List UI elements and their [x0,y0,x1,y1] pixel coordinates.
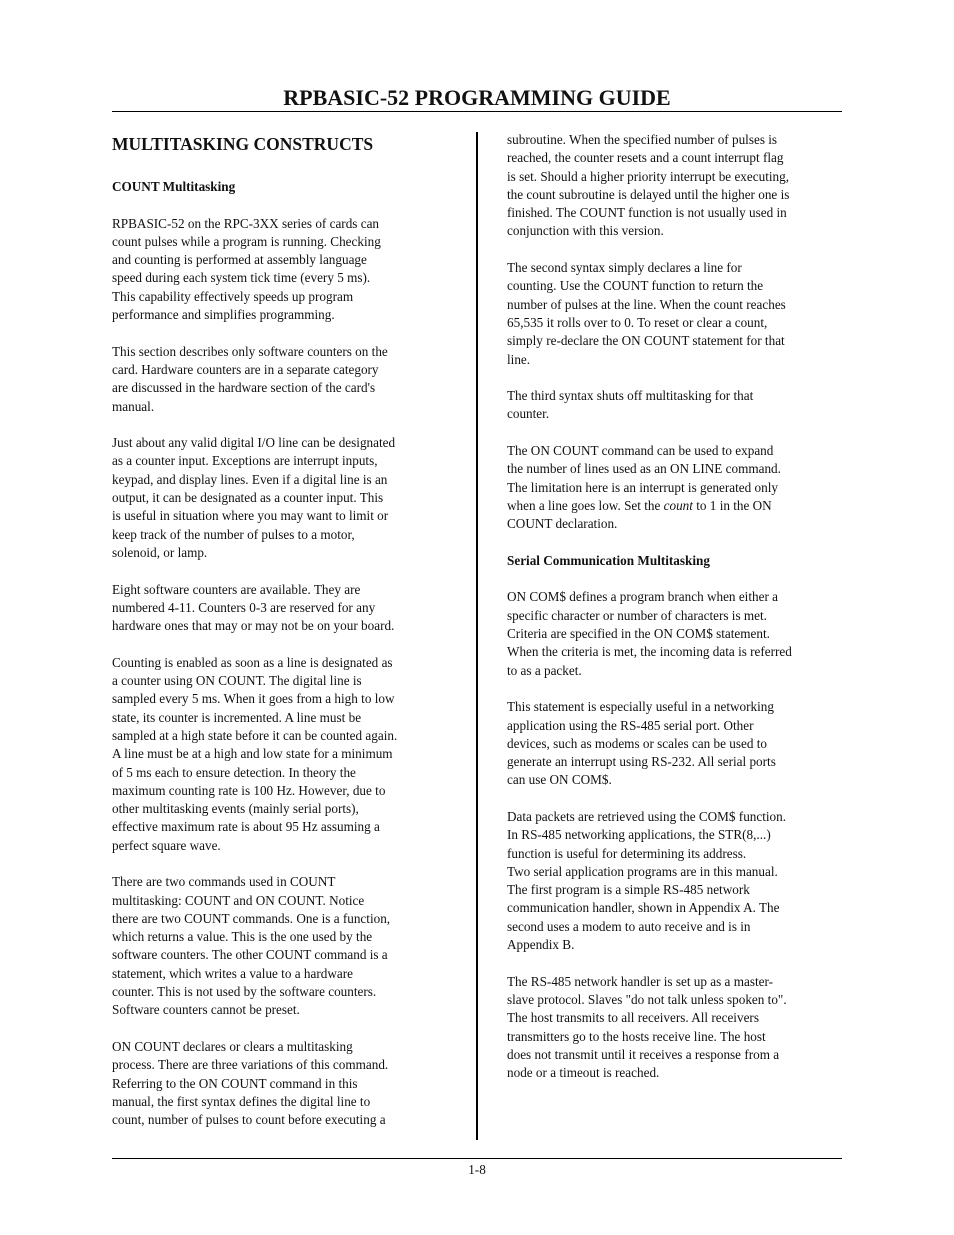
text-run: to 1 in the ON COUNT declaration. [507,497,772,532]
paragraph: Counting is enabled as soon as a line is designated as a counter using ON COUNT. The digital line is sampled every 5 ms. When it goes from a high to low state, its counter is incremented. A line must be sampled at a high state before it can be counted again. A line must be at a high and low state for a minimum of 5 ms each to ensure detection. In theory the maximum counting rate is 100 Hz. However, due to other multitasking events (mainly serial ports), effective maximum rate is about 95 Hz assuming a perfect square wave. [112,654,398,853]
serial-communication-heading: Serial Communication Multitasking [507,552,710,568]
paragraph: The second syntax simply declares a line for counting. Use the COUNT function to return the number of pulses at the line. When the count reaches 65,535 it rolls over to 0. To reset or clear a count, simply re-declare the ON COUNT statement for that line. [507,260,786,367]
paragraph: Data packets are retrieved using the COM$ function. In RS-485 networking applications, the STR(8,...) function is useful for determining its address. Two serial application programs are in this manual. The first program is a simple RS-485 network communication handler, shown in Appendix A. The second uses a modem to auto receive and is in Appendix B. [507,808,787,953]
right-column [507,131,847,1101]
text-run: The ON COUNT command can be used to expand the number of lines used as an ON LINE command. The limitation here is an interrupt is generated only when a line goes low. Set the [507,443,781,513]
paragraph: This section describes only software counters on the card. Hardware counters are in a separate category are discussed in the hardware section of the card's manual. [112,343,388,414]
left-column [112,128,452,1148]
page-number: 1-8 [468,1162,486,1177]
emphasis-count: count [663,497,693,513]
paragraph: ON COUNT declares or clears a multitasking process. There are three variations of this command. Referring to the ON COUNT command in this manual, the first syntax defines the digital line to count, number of pulses to count before executing a [112,1038,389,1128]
on-count-paragraph [507,442,847,533]
section-title: MULTITASKING CONSTRUCTS [112,134,374,154]
paragraph: There are two commands used in COUNT multitasking: COUNT and ON COUNT. Notice there are two COUNT commands. One is a function, which returns a value. This is the one used by the software counters. The other COUNT command is a statement, which writes a value to a hardware counter. This is not used by the software counters. Software counters cannot be preset. [112,874,391,1018]
paragraph: RPBASIC-52 on the RPC-3XX series of cards can count pulses while a program is running. Checking and counting is performed at assembly language speed during each system tick time (every 5 ms). This capability effectively speeds up program performance and simplifies programming. [112,215,381,323]
column-divider [476,132,478,1140]
paragraph: This statement is especially useful in a networking application using the RS-485 serial port. Other devices, such as modems or scales can be used to generate an interrupt using RS-232. All serial ports can use ON COM$. [507,699,776,788]
page-title: RPBASIC-52 PROGRAMMING GUIDE [283,85,671,110]
count-multitasking-heading: COUNT Multitasking [112,179,236,194]
paragraph: ON COM$ defines a program branch when either a specific character or number of characters is met. Criteria are specified in the ON COM$ statement. When the criteria is met, the incoming data is referred to as a packet. [507,589,792,678]
paragraph: The third syntax shuts off multitasking for that counter. [507,388,754,422]
footer-rule [112,1158,842,1159]
paragraph: Eight software counters are available. They are numbered 4-11. Counters 0-3 are reserved for any hardware ones that may or may not be on your board. [112,581,395,634]
header-rule [112,111,842,112]
paragraph: subroutine. When the specified number of pulses is reached, the counter resets and a count interrupt flag is set. Should a higher priority interrupt be executing, the count subroutine is delayed until the higher one is finished. The COUNT function is not usually used in conjunction with this version. [507,132,790,239]
paragraph: The RS-485 network handler is set up as a master- slave protocol. Slaves "do not talk unless spoken to". The host transmits to all receivers. All receivers transmitters go to the hosts receive line. The host does not transmit until it receives a response from a node or a timeout is reached. [507,973,787,1081]
paragraph: Just about any valid digital I/O line can be designated as a counter input. Exceptions are interrupt inputs, keypad, and display lines. Even if a digital line is an output, it can be designated as a counter input. This is useful in situation where you may want to limit or keep track of the number of pulses to a motor, solenoid, or lamp. [112,435,396,560]
